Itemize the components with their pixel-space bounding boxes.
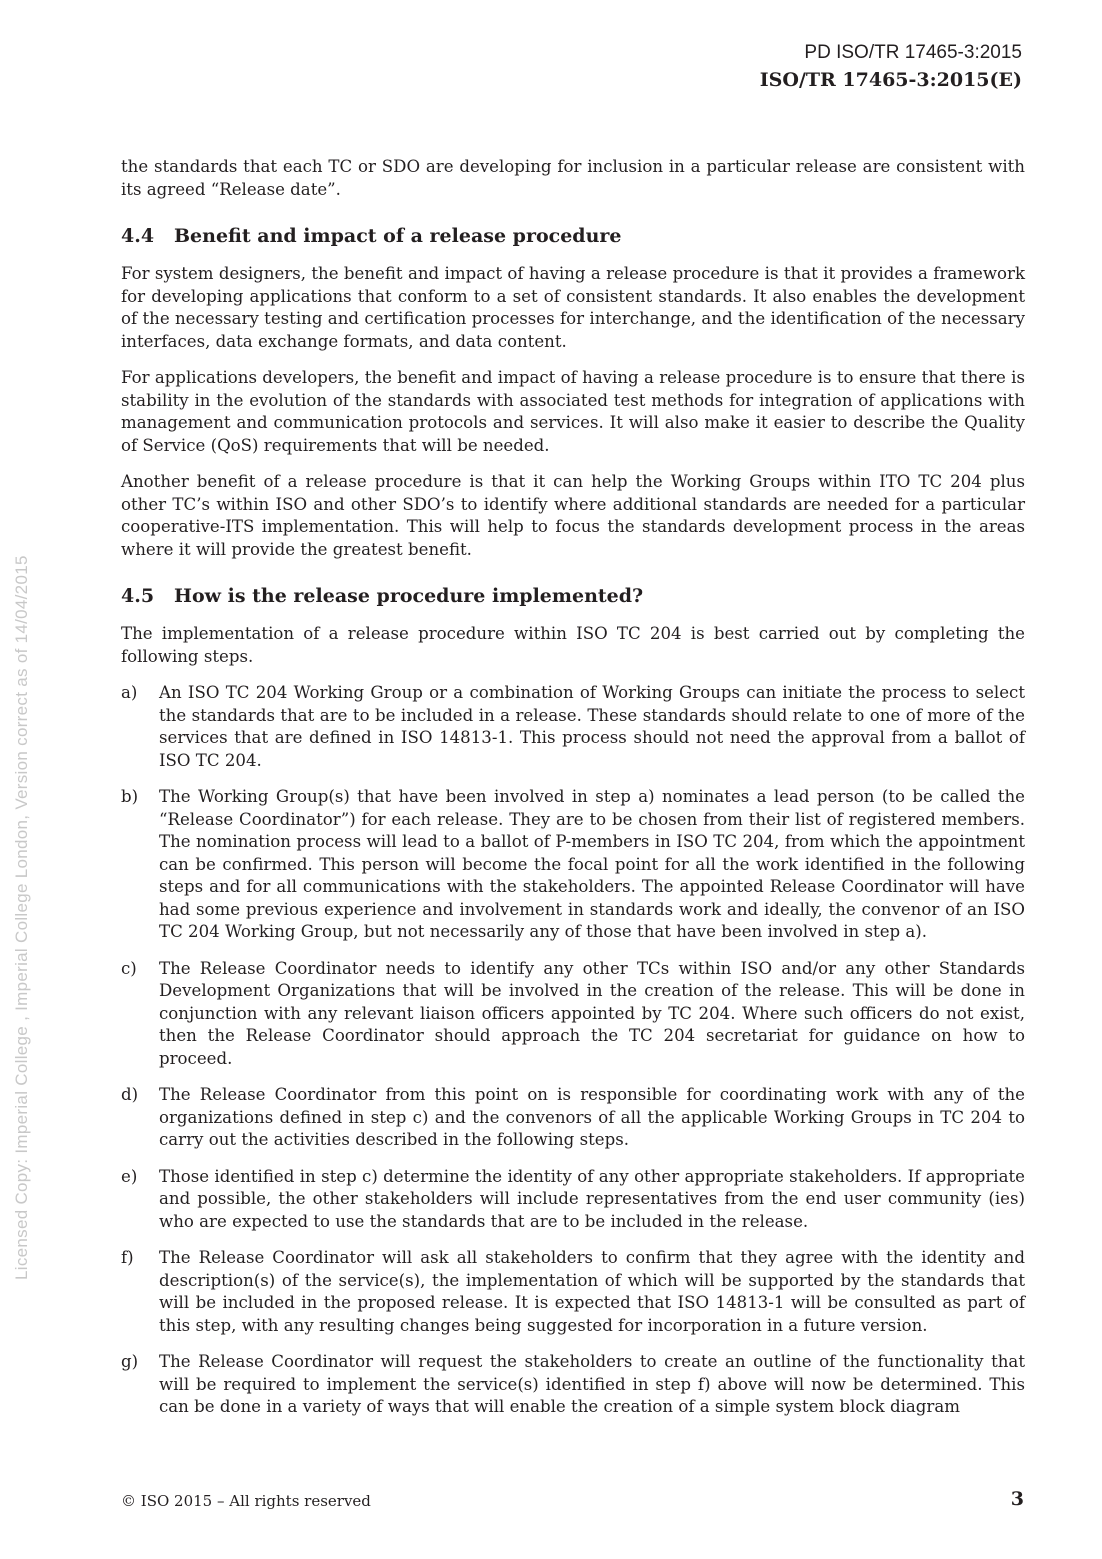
page-number: 3 [1010,1488,1024,1510]
list-marker: g) [121,1352,139,1371]
document-body [121,156,1025,1433]
list-item [121,1166,1025,1234]
list-item [121,958,1025,1071]
section-title: How is the release procedure implemented? [174,585,644,607]
copyright-notice: © ISO 2015 – All rights reserved [121,1492,371,1510]
list-marker: c) [121,958,137,978]
section-number: 4.4 [121,225,155,247]
header-pd-reference: PD ISO/TR 17465-3:2015 [804,42,1022,63]
list-item [121,1351,1025,1419]
paragraph: Another benefit of a release procedure is that it can help the Working Groups within ITO TC 204 plus other TC’s within ISO and other SDO’s to identify where additional standards are needed for a particular cooperative-ITS implementation. This will help to focus the standards development process in the areas where it will provide the greatest benefit. [121,472,1025,559]
running-header [760,40,1022,94]
list-marker: b) [121,787,139,806]
header-iso-reference: ISO/TR 17465-3:2015(E) [759,69,1022,91]
list-marker: d) [121,1085,139,1104]
list-item [121,786,1025,944]
list-item-text: An ISO TC 204 Working Group or a combination of Working Groups can initiate the process to select the standards that are to be included in a release. These standards should relate to one of more of the services that are defined in ISO 14813-1. This process should not need the approval from a ballot of ISO TC 204. [159,683,1025,770]
section-4-5-heading [121,583,1025,609]
list-item [121,1247,1025,1337]
section-title: Benefit and impact of a release procedure [174,225,622,247]
list-marker: f) [121,1248,134,1267]
list-item-text: The Release Coordinator needs to identify any other TCs within ISO and/or any other Standards Development Organizations that will be involved in the creation of the release. This will be done in conjunction with any relevant liaison officers appointed by TC 204. Where such officers do not exist, then the Release Coordinator should approach the TC 204 secretariat for guidance on how to proceed. [159,958,1025,1068]
paragraph: For applications developers, the benefit and impact of having a release procedure is to ensure that there is stability in the evolution of the standards with associated test methods for integration of applications with management and communication protocols and services. It will also make it easier to describe the Quality of Service (QoS) requirements that will be needed. [121,368,1025,455]
list-item-text: The Working Group(s) that have been involved in step a) nominates a lead person (to be called the “Release Coordinator”) for each release. They are to be chosen from their list of registered members. The nomination process will lead to a ballot of P-members in ISO TC 204, from which the appointment can be confirmed. This person will become the focal point for all the work identified in the following steps and for all communications with the stakeholders. The appointed Release Coordinator will have had some previous experience and involvement in standards work and ideally, the convenor of an ISO TC 204 Working Group, but not necessarily any of those that have been involved in step a). [159,787,1025,941]
section-4-4-heading [121,223,1025,249]
list-item [121,682,1025,772]
section-number: 4.5 [121,585,155,607]
list-item [121,1084,1025,1152]
license-watermark: Licensed Copy: Imperial College , Imperial College London, Version correct as of 14/04/2015 [12,555,31,1280]
paragraph: For system designers, the benefit and impact of having a release procedure is that it provides a framework for developing applications that conform to a set of consistent standards. It also enables the development of the necessary testing and certification processes for interchange, and the identification of the necessary interfaces, data exchange formats, and data content. [121,264,1025,351]
list-item-text: The Release Coordinator will request the stakeholders to create an outline of the functionality that will be required to implement the service(s) identified in step f) above will now be determined. This can be done in a variety of ways that will enable the creation of a simple system block diagram [159,1352,1025,1416]
list-marker: a) [121,683,138,702]
list-item-text: The Release Coordinator from this point on is responsible for coordinating work with any of the organizations defined in step c) and the convenors of all the applicable Working Groups in TC 204 to carry out the activities described in the following steps. [159,1085,1025,1149]
list-marker: e) [121,1166,138,1186]
steps-list [121,682,1025,1419]
list-item-text: The Release Coordinator will ask all stakeholders to confirm that they agree with the identity and description(s) of the service(s), the implementation of which will be supported by the standards that will be included in the proposed release. It is expected that ISO 14813-1 will be consulted as part of this step, with any resulting changes being suggested for incorporation in a future version. [159,1248,1025,1335]
list-item-text: Those identified in step c) determine the identity of any other appropriate stakeholders. If appropriate and possible, the other stakeholders will include representatives from the end user community (ies) who are expected to use the standards that are to be included in the release. [159,1166,1025,1231]
intro-paragraph: the standards that each TC or SDO are developing for inclusion in a particular release are consistent with its agreed “Release date”. [121,157,1025,199]
paragraph: The implementation of a release procedure within ISO TC 204 is best carried out by completing the following steps. [121,624,1025,666]
